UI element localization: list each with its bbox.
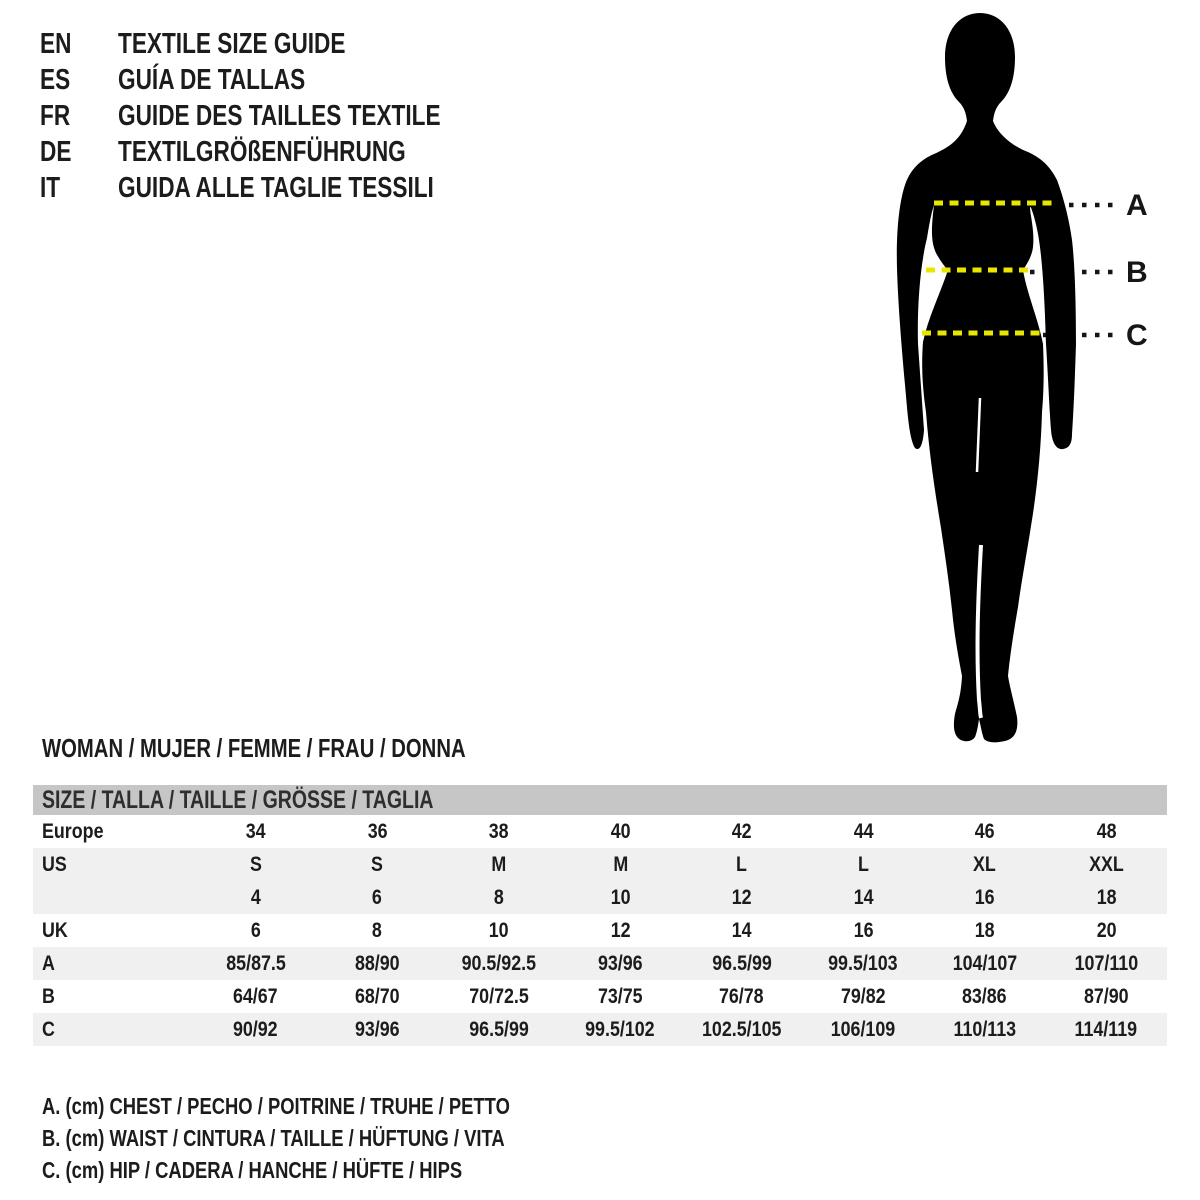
size-table-cell: 42 xyxy=(731,820,752,843)
language-code: EN xyxy=(40,27,72,60)
measure-label-b: B xyxy=(1126,256,1148,289)
size-table-cell: XL xyxy=(973,853,997,876)
size-table-cell: L xyxy=(736,853,748,876)
size-table-cell: 40 xyxy=(610,820,631,843)
size-table-cell: M xyxy=(612,853,628,876)
size-table-row-label: C xyxy=(42,1018,55,1041)
size-table-cell: 20 xyxy=(1096,919,1117,942)
measurement-legend xyxy=(42,1090,627,1186)
section-heading-woman xyxy=(42,733,585,764)
size-table-cell: 104/107 xyxy=(952,952,1018,975)
legend-row: B. (cm) WAIST / CINTURA / TAILLE / HÜFTUNG / VITA xyxy=(42,1125,505,1151)
size-table-cell: 48 xyxy=(1096,820,1117,843)
size-table-cell: 16 xyxy=(974,886,995,909)
size-table-cell: 107/110 xyxy=(1074,952,1139,975)
size-table-cell: L xyxy=(857,853,869,876)
size-table-cell: 76/78 xyxy=(719,985,765,1008)
size-table-row xyxy=(33,980,1167,1013)
size-table-cell: M xyxy=(491,853,507,876)
size-table xyxy=(33,785,1167,1046)
size-table-cell: 16 xyxy=(853,919,874,942)
size-table-cell: 93/96 xyxy=(597,952,643,975)
language-title-block xyxy=(40,26,532,206)
size-table-cell: 10 xyxy=(488,919,509,942)
language-row xyxy=(40,134,532,170)
size-table-cell: 36 xyxy=(367,820,388,843)
size-table-row-label: US xyxy=(42,853,67,876)
size-table-cell: 14 xyxy=(853,886,874,909)
size-table-cell: 99.5/102 xyxy=(585,1018,655,1041)
size-table-cell: 12 xyxy=(731,886,752,909)
size-table-header-text: SIZE / TALLA / TAILLE / GRÖSSE / TAGLIA xyxy=(42,786,434,814)
size-table-cell: 68/70 xyxy=(354,985,400,1008)
measure-label-c: C xyxy=(1126,319,1148,352)
language-guide-title: GUÍA DE TALLAS xyxy=(118,63,306,96)
woman-silhouette-figure xyxy=(860,0,1200,760)
language-guide-title: TEXTILE SIZE GUIDE xyxy=(118,27,346,60)
size-table-cell: 8 xyxy=(372,919,383,942)
legend-row: A. (cm) CHEST / PECHO / POITRINE / TRUHE / PETTO xyxy=(42,1093,510,1119)
size-table-cell: 83/86 xyxy=(962,985,1008,1008)
language-row xyxy=(40,98,532,134)
language-row xyxy=(40,26,532,62)
language-code: ES xyxy=(40,63,71,96)
size-table-row-label: Europe xyxy=(42,820,104,843)
language-code: IT xyxy=(40,171,61,204)
woman-body-silhouette xyxy=(897,13,1076,742)
size-table-cell: XXL xyxy=(1088,853,1124,876)
size-table-cell: 18 xyxy=(1096,886,1117,909)
size-table-cell: 4 xyxy=(250,886,261,909)
language-row xyxy=(40,62,532,98)
size-table-row xyxy=(33,914,1167,947)
language-guide-title: GUIDA ALLE TAGLIE TESSILI xyxy=(118,171,434,204)
section-heading-text: WOMAN / MUJER / FEMME / FRAU / DONNA xyxy=(42,733,466,763)
size-table-cell: S xyxy=(371,853,384,876)
language-code: DE xyxy=(40,135,72,168)
size-table-cell: 12 xyxy=(610,919,631,942)
size-table-cell: 10 xyxy=(610,886,631,909)
size-table-cell: 34 xyxy=(245,820,266,843)
language-guide-title: GUIDE DES TAILLES TEXTILE xyxy=(118,99,441,132)
size-table-header xyxy=(33,785,1167,815)
size-table-cell: 90.5/92.5 xyxy=(461,952,536,975)
size-table-cell: 6 xyxy=(250,919,261,942)
size-table-cell: 88/90 xyxy=(354,952,400,975)
size-table-cell: 96.5/99 xyxy=(468,1018,529,1041)
size-table-cell: 18 xyxy=(974,919,995,942)
size-table-cell: 14 xyxy=(731,919,752,942)
size-table-cell: 38 xyxy=(488,820,509,843)
language-guide-title: TEXTILGRÖßENFÜHRUNG xyxy=(118,135,406,168)
size-table-row-label: B xyxy=(42,985,55,1008)
size-table-cell: 90/92 xyxy=(233,1018,279,1041)
size-table-body xyxy=(33,815,1167,1046)
size-table-cell: 8 xyxy=(493,886,504,909)
size-table-cell: 110/113 xyxy=(953,1018,1017,1041)
size-table-row-label: A xyxy=(42,952,55,975)
language-code: FR xyxy=(40,99,71,132)
size-table-cell: 85/87.5 xyxy=(225,952,286,975)
language-row xyxy=(40,170,532,206)
size-table-row xyxy=(33,1013,1167,1046)
size-table-cell: 79/82 xyxy=(840,985,886,1008)
size-table-cell: 46 xyxy=(974,820,995,843)
legend-row: C. (cm) HIP / CADERA / HANCHE / HÜFTE / HIPS xyxy=(42,1157,463,1183)
size-table-row-label xyxy=(33,881,195,914)
size-table-cell: 44 xyxy=(853,820,874,843)
size-table-row xyxy=(33,881,1167,914)
size-table-cell: 93/96 xyxy=(354,1018,400,1041)
size-table-cell: 64/67 xyxy=(233,985,279,1008)
size-table-cell: 106/109 xyxy=(830,1018,896,1041)
size-table-row xyxy=(33,848,1167,881)
size-table-cell: 114/119 xyxy=(1074,1018,1138,1041)
size-table-cell: 6 xyxy=(372,886,383,909)
size-table-cell: S xyxy=(249,853,262,876)
size-table-row-label: UK xyxy=(42,919,68,942)
size-table-row xyxy=(33,815,1167,848)
size-table-cell: 99.5/103 xyxy=(828,952,898,975)
size-table-cell: 73/75 xyxy=(597,985,643,1008)
size-table-cell: 102.5/105 xyxy=(702,1018,782,1041)
size-table-row xyxy=(33,947,1167,980)
size-table-cell: 87/90 xyxy=(1083,985,1129,1008)
size-table-cell: 70/72.5 xyxy=(468,985,529,1008)
measure-label-a: A xyxy=(1126,189,1148,222)
size-table-cell: 96.5/99 xyxy=(711,952,772,975)
measurement-diagram xyxy=(860,0,1200,760)
